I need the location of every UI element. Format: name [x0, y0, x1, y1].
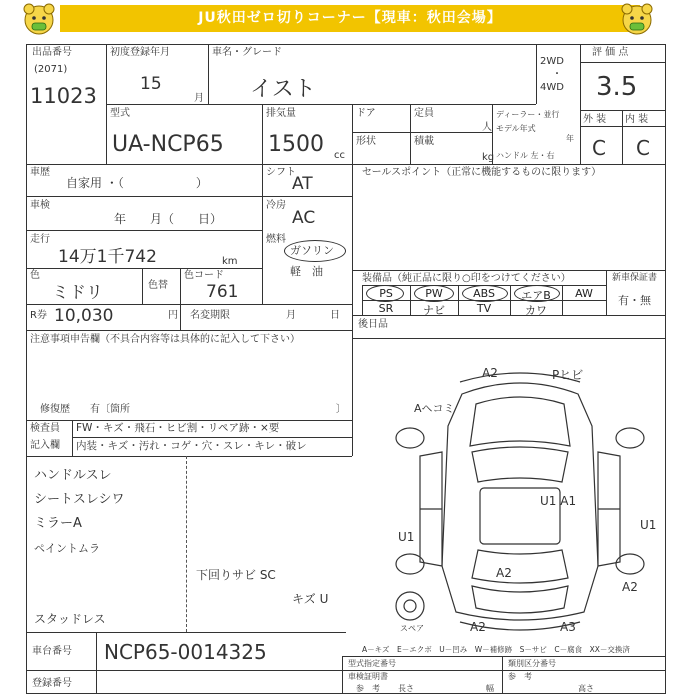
type-label: 型式 — [110, 108, 130, 119]
ext-label: 外 装 — [583, 114, 607, 125]
note-3: ミラーA — [34, 516, 82, 531]
equip-abs: ABS — [473, 287, 495, 300]
chassis-label: 車台番号 — [32, 646, 72, 657]
cert-sub2: 参 考 — [508, 672, 532, 681]
use-label: 車歴 — [30, 167, 50, 178]
fw-row: FW・キズ・飛石・ヒビ割・リペア跡・×要 — [76, 422, 280, 434]
recycle-value: 10,030 — [54, 306, 114, 326]
note-7: スタッドレス — [34, 612, 106, 626]
record-label: 記入欄 — [30, 440, 60, 451]
shape-label: 形状 — [356, 136, 376, 147]
grid-line — [26, 268, 262, 269]
cert-label: 車検証明書 — [348, 672, 388, 681]
grid-line — [26, 632, 346, 633]
type-value: UA-NCP65 — [112, 132, 224, 157]
chassis-value: NCP65-0014325 — [104, 640, 267, 664]
warranty-value: 有・無 — [618, 294, 651, 307]
recycle-unit: 円 — [168, 310, 178, 321]
grid-line — [26, 304, 352, 305]
grid-line — [622, 110, 623, 164]
grid-line — [580, 62, 666, 63]
grid-line — [26, 196, 352, 197]
note-4: ペイントムラ — [34, 542, 100, 555]
name-label: 車名・グレード — [212, 47, 282, 58]
notes-label: 注意事項申告欄（不具合内容等は具体的に記入して下さい） — [30, 334, 300, 345]
spare-label: スペア — [400, 624, 424, 633]
model-year-unit: 年 — [566, 134, 574, 143]
reg-label: 登録番号 — [32, 678, 72, 689]
repair-label: 修復歴 有〔箇所 — [40, 404, 130, 415]
grid-line — [96, 632, 97, 694]
inspection-value: 年 月（ 日） — [114, 212, 223, 226]
grid-line — [352, 132, 492, 133]
grid-line — [342, 656, 666, 657]
grid-line — [106, 104, 536, 105]
first-reg-label: 初度登録年月 — [110, 47, 170, 58]
grid-line — [410, 104, 411, 164]
height-label: 高さ — [578, 684, 594, 693]
mark-rear-glass: A2 — [496, 566, 512, 580]
equip-pw: PW — [425, 287, 443, 300]
fuel-gas: ガソリン — [290, 244, 334, 257]
load-unit: kg — [482, 152, 495, 163]
grid-line — [262, 164, 263, 304]
color-label: 色 — [30, 270, 40, 281]
grid-line — [26, 456, 352, 457]
equip-tv: TV — [476, 302, 492, 315]
dealer-label: ディーラー・並行 — [496, 110, 560, 119]
drive-2wd: 2WD — [540, 56, 564, 67]
grid-line — [180, 268, 181, 330]
grid-line — [352, 420, 353, 456]
handle-label: ハンドル 左・右 — [496, 151, 555, 160]
grid-line — [502, 656, 503, 694]
banner — [0, 0, 700, 38]
grid-line — [72, 437, 352, 438]
capacity-label: 定員 — [414, 108, 434, 119]
grid-line — [208, 44, 209, 104]
ac-value: AC — [292, 208, 316, 228]
equip-aw: AW — [575, 287, 593, 300]
grid-line — [536, 44, 537, 104]
int-value: C — [636, 136, 650, 160]
grid-line — [26, 164, 666, 165]
lot-number: 11023 — [30, 84, 97, 108]
mark-right-door: U1 A1 — [540, 494, 577, 508]
mileage-unit: km — [222, 256, 238, 267]
length-label: 長さ — [398, 684, 414, 693]
drive-4wd: 4WD — [540, 82, 564, 93]
mileage-value: 14万1千742 — [58, 247, 157, 267]
equip-ps: PS — [379, 287, 393, 300]
note-1: ハンドルスレ — [34, 468, 112, 483]
shift-label: シフト — [266, 167, 296, 178]
recycle-label: R券 — [30, 310, 47, 321]
sales-label: セールスポイント（正常に機能するものに限ります） — [362, 167, 602, 178]
int-row: 内装・キズ・汚れ・コゲ・穴・スレ・キレ・破レ — [76, 440, 307, 452]
class-label: 類別区分番号 — [508, 659, 556, 668]
shift-value: AT — [292, 174, 313, 194]
mark-windshield: Pヒビ — [552, 368, 584, 382]
mascot-left-icon — [22, 2, 56, 36]
color-code-label: 色コード — [184, 270, 224, 281]
width-label: 幅 — [486, 684, 494, 693]
equip-circle-mark — [414, 285, 454, 302]
displacement-label: 排気量 — [266, 108, 296, 119]
equip-airbag: エアB — [521, 289, 551, 302]
equip-navi: ナビ — [423, 304, 445, 317]
load-label: 積載 — [414, 136, 434, 147]
lot-sub: (2071) — [34, 64, 68, 75]
mark-rear-bumper-left: A2 — [470, 620, 486, 634]
mark-front-left: Aヘコミ — [414, 402, 455, 415]
note-5: 下回りサビ SC — [196, 568, 276, 582]
first-reg-value: 15 — [140, 74, 162, 94]
ac-label: 冷房 — [266, 200, 286, 211]
mark-right-rear: U1 — [640, 518, 657, 532]
aftermarket-label: 後日品 — [358, 319, 388, 330]
equip-circle-mark — [514, 285, 560, 302]
warranty-label: 新車保証書 — [612, 273, 658, 283]
equipment-label: 装備品（純正品に限り○印をつけてください） — [362, 273, 571, 284]
grid-line — [352, 315, 666, 316]
displacement-unit: cc — [334, 150, 345, 161]
score-value: 3.5 — [596, 72, 638, 102]
grid-line — [26, 330, 352, 331]
repair-close: 〕 — [336, 404, 346, 415]
grid-line — [26, 420, 352, 421]
fuel-circle-mark — [284, 240, 346, 262]
inspector-label: 検査員 — [30, 423, 60, 434]
use-value: 自家用 ・（ ） — [66, 176, 208, 190]
model-code-label: 型式指定番号 — [348, 659, 396, 668]
inspection-label: 車検 — [30, 200, 50, 211]
mark-rear-bumper-right: A3 — [560, 620, 576, 634]
grid-line — [142, 268, 143, 304]
note-6: キズ U — [292, 592, 329, 606]
equip-circle-mark — [462, 285, 508, 302]
door-label: ドア — [356, 108, 376, 119]
equip-sr: SR — [378, 302, 394, 315]
grid-line — [352, 270, 666, 271]
fuel-label: 燃料 — [266, 234, 286, 245]
ext-value: C — [592, 136, 606, 160]
int-label: 内 装 — [625, 114, 649, 125]
damage-legend: A－キズ E－エクボ U－凹み W－補修跡 S－サビ C－腐食 XX－交換済 — [362, 645, 630, 654]
reprint-label: 色替 — [148, 280, 168, 291]
name-change-day: 日 — [330, 310, 340, 321]
mark-rear-right: A2 — [622, 580, 638, 594]
mascot-right-icon — [620, 2, 654, 36]
mark-left-door: U1 — [398, 530, 415, 544]
fuel-diesel: 軽 油 — [290, 265, 323, 278]
first-reg-unit: 月 — [194, 93, 204, 104]
grid-line — [352, 104, 353, 164]
name-change-label: 名変期限 — [190, 310, 230, 321]
name-value: イスト — [250, 77, 316, 102]
lot-label: 出品番号 — [32, 47, 72, 58]
color-code-value: 761 — [206, 282, 239, 302]
banner-title: JU秋田ゼロ切りコーナー【現車：秋田会場】 — [198, 10, 502, 26]
displacement-value: 1500 — [268, 132, 324, 157]
grid-line — [72, 420, 73, 456]
mileage-label: 走行 — [30, 234, 50, 245]
grid-line — [580, 110, 666, 111]
grid-line — [352, 164, 353, 424]
note-2: シートスレシワ — [34, 492, 125, 507]
model-year-label: モデル年式 — [496, 124, 536, 133]
drive-dot: ・ — [552, 69, 562, 80]
grid-line — [580, 126, 666, 127]
notes-divider — [186, 456, 187, 632]
capacity-unit: 人 — [482, 122, 492, 133]
mark-front-bumper: A2 — [482, 366, 498, 380]
equip-circle-mark — [366, 285, 404, 302]
cert-sub: 参 考 — [356, 684, 380, 693]
grid-line — [342, 656, 343, 694]
grid-line — [26, 670, 666, 671]
grid-line — [26, 230, 262, 231]
grid-line — [352, 338, 666, 339]
color-value: ミドリ — [52, 283, 103, 303]
name-change-month: 月 — [286, 310, 296, 321]
grid-line — [606, 270, 607, 315]
equip-leather: カワ — [525, 304, 547, 317]
score-label: 評 価 点 — [592, 47, 629, 58]
grid-line — [262, 104, 263, 164]
